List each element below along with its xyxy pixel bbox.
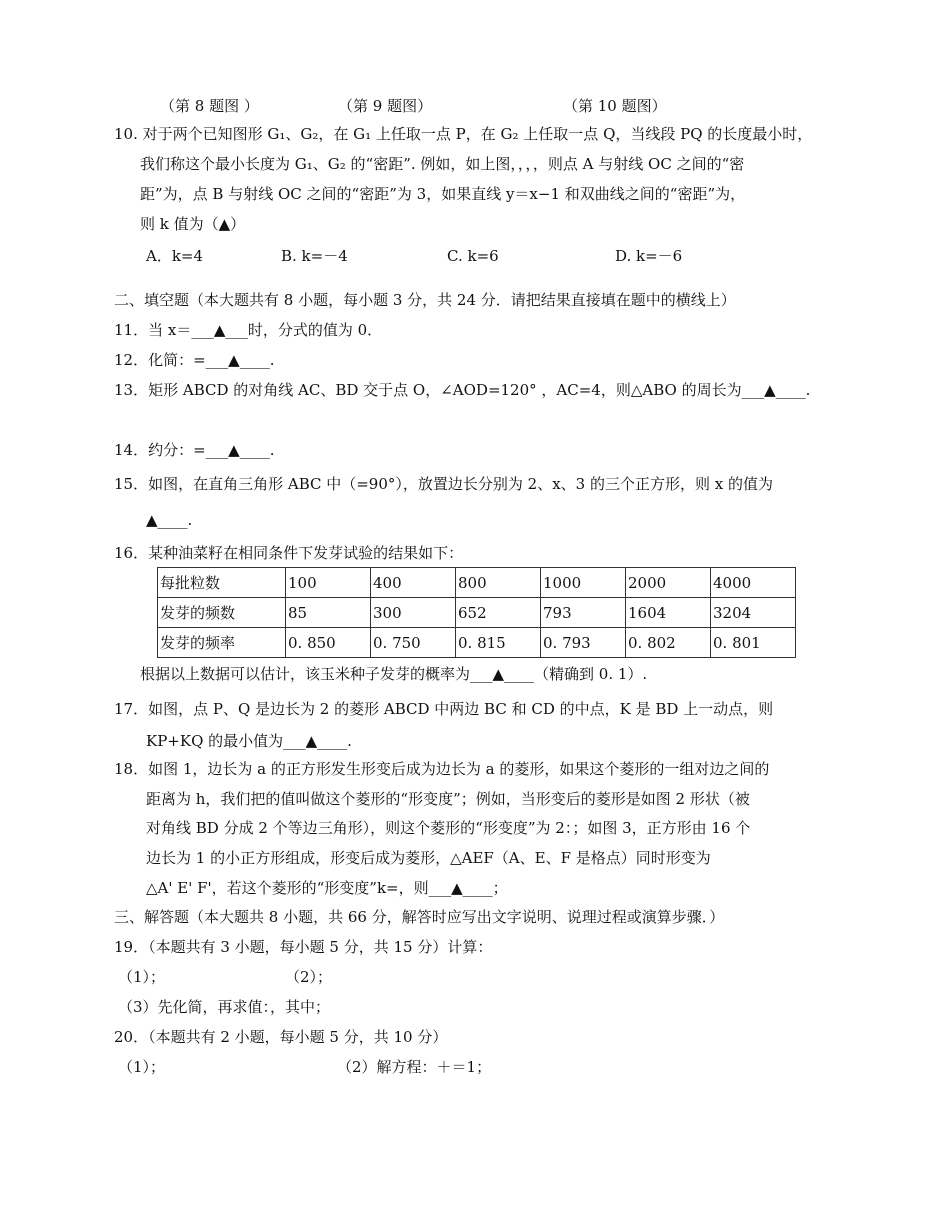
q19-part-3: （3）先化简，再求值：，其中； bbox=[118, 998, 331, 1016]
q10-option-c: C. k=6 bbox=[447, 247, 499, 265]
table-cell: 0. 793 bbox=[541, 628, 626, 658]
table-cell: 每批粒数 bbox=[158, 568, 286, 598]
table-cell: 800 bbox=[456, 568, 541, 598]
table-row bbox=[158, 628, 796, 658]
q10-option-b: B. k=－4 bbox=[281, 247, 348, 265]
table-cell: 0. 815 bbox=[456, 628, 541, 658]
section-3-heading: 三、解答题（本大题共 8 小题，共 66 分，解答时应写出文字说明、说理过程或演算步骤．） bbox=[114, 908, 725, 926]
table-cell: 0. 801 bbox=[711, 628, 796, 658]
table-row bbox=[158, 568, 796, 598]
table-cell: 2000 bbox=[626, 568, 711, 598]
q17-line-2: KP+KQ 的最小值为___▲____. bbox=[146, 732, 352, 750]
q15-line-1: 15．如图，在直角三角形 ABC 中（=90°），放置边长分别为 2、x、3 的三个正方形，则 x 的值为 bbox=[114, 475, 773, 493]
q14: 14．约分：=___▲____. bbox=[114, 441, 275, 459]
table-cell: 85 bbox=[286, 598, 371, 628]
q11: 11．当 x＝___▲___时，分式的值为 0． bbox=[114, 321, 383, 339]
table-cell: 4000 bbox=[711, 568, 796, 598]
figure-caption-10: （第 10 题图） bbox=[563, 97, 667, 115]
table-row bbox=[158, 598, 796, 628]
q19-heading: 19．（本题共有 3 小题，每小题 5 分，共 15 分）计算： bbox=[114, 938, 493, 956]
q18-line-3: 对角线 BD 分成 2 个等边三角形），则这个菱形的“形变度”为 2：；如图 3，正方形由 16 个 bbox=[146, 819, 751, 837]
figure-caption-8: （第 8 题图 ） bbox=[160, 97, 259, 115]
table-cell: 发芽的频率 bbox=[158, 628, 286, 658]
figure-caption-9: （第 9 题图） bbox=[338, 97, 433, 115]
table-cell: 793 bbox=[541, 598, 626, 628]
q16-conclusion: 根据以上数据可以估计，该玉米种子发芽的概率为___▲____（精确到 0. 1）. bbox=[140, 665, 648, 683]
q18-line-4: 边长为 1 的小正方形组成，形变后成为菱形，△AEF（A、E、F 是格点）同时形变为 bbox=[146, 849, 711, 867]
table-cell: 0. 802 bbox=[626, 628, 711, 658]
table-cell: 0. 750 bbox=[371, 628, 456, 658]
table-cell: 100 bbox=[286, 568, 371, 598]
q10-option-d: D. k=－6 bbox=[615, 247, 683, 265]
q10-line-4: 则 k 值为（▲） bbox=[140, 215, 246, 233]
section-2-heading: 二、填空题（本大题共有 8 小题，每小题 3 分，共 24 分．请把结果直接填在题中的横线上） bbox=[114, 291, 736, 309]
table-cell: 0. 850 bbox=[286, 628, 371, 658]
table-cell: 1604 bbox=[626, 598, 711, 628]
q19-part-1: （1）； bbox=[118, 968, 166, 986]
q18-line-2: 距离为 h，我们把的值叫做这个菱形的“形变度”；例如，当形变后的菱形是如图 2 形状（被 bbox=[146, 790, 750, 808]
q20-part-2: （2）解方程：＋＝1； bbox=[337, 1058, 492, 1076]
q20-heading: 20．（本题共有 2 小题，每小题 5 分，共 10 分） bbox=[114, 1028, 448, 1046]
q17-line-1: 17．如图，点 P、Q 是边长为 2 的菱形 ABCD 中两边 BC 和 CD 的中点，K 是 BD 上一动点，则 bbox=[114, 700, 774, 718]
table-cell: 652 bbox=[456, 598, 541, 628]
table-cell: 发芽的频数 bbox=[158, 598, 286, 628]
table-cell: 400 bbox=[371, 568, 456, 598]
q15-line-2: ▲____. bbox=[146, 511, 193, 529]
table-cell: 300 bbox=[371, 598, 456, 628]
table-cell: 1000 bbox=[541, 568, 626, 598]
q10-line-3: 距”为，点 B 与射线 OC 之间的“密距”为 3，如果直线 y＝x−1 和双曲线之间的“密距”为， bbox=[140, 185, 746, 203]
q19-part-2: （2）； bbox=[285, 968, 333, 986]
q10-option-a: A．k=4 bbox=[146, 247, 204, 265]
table-cell: 3204 bbox=[711, 598, 796, 628]
germination-table bbox=[157, 567, 796, 658]
q20-part-1: （1）； bbox=[118, 1058, 166, 1076]
q10-line-2: 我们称这个最小长度为 G₁、G₂ 的“密距”. 例如，如上图，，，，则点 A 与射线 OC 之间的“密 bbox=[140, 155, 745, 173]
q12: 12．化简：=___▲____. bbox=[114, 351, 275, 369]
q18-line-1: 18．如图 1，边长为 a 的正方形发生形变后成为边长为 a 的菱形，如果这个菱形的一组对边之间的 bbox=[114, 760, 770, 778]
q13: 13．矩形 ABCD 的对角线 AC、BD 交于点 O，∠AOD=120° ，AC=4，则△ABO 的周长为___▲____. bbox=[114, 381, 811, 399]
q18-line-5: △A' E' F'，若这个菱形的“形变度”k=，则___▲____； bbox=[146, 879, 508, 897]
q16: 16．某种油菜籽在相同条件下发芽试验的结果如下： bbox=[114, 544, 464, 562]
q10-line-1: 10. 对于两个已知图形 G₁、G₂，在 G₁ 上任取一点 P，在 G₂ 上任取一点 Q，当线段 PQ 的长度最小时， bbox=[114, 125, 813, 143]
